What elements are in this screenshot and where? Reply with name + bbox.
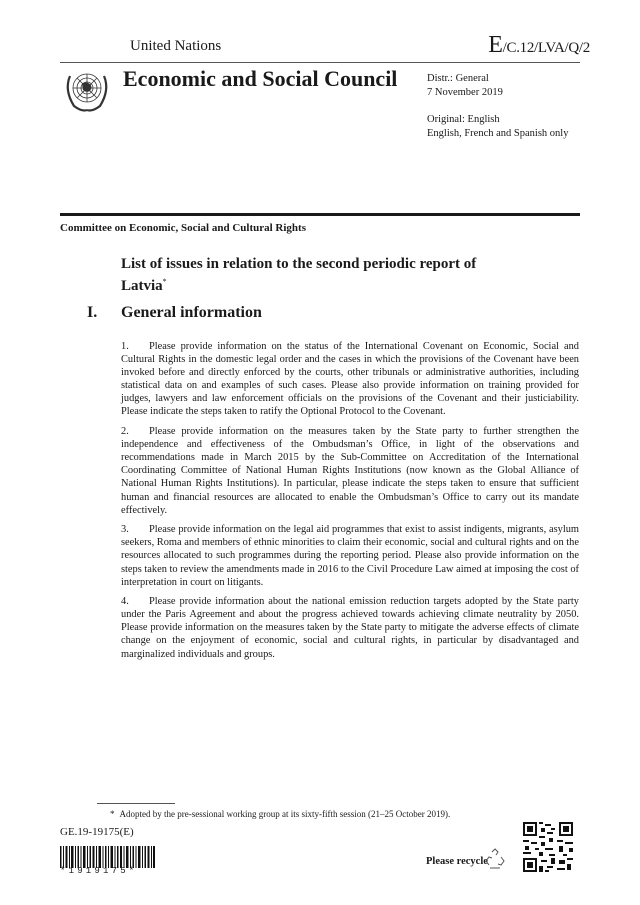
section-heading xyxy=(87,304,262,322)
footnote-rule xyxy=(97,803,175,804)
section-number: I. xyxy=(87,304,98,321)
recycle-icon xyxy=(484,848,506,870)
document-symbol xyxy=(488,32,590,59)
distribution-date: 7 November 2019 xyxy=(427,87,503,98)
paragraph-list xyxy=(121,340,579,667)
footnote xyxy=(110,809,450,819)
title-line-1: List of issues in relation to the second periodic report of xyxy=(121,256,477,272)
title-footnote-marker[interactable]: * xyxy=(162,277,167,286)
council-name: Economic and Social Council xyxy=(123,66,398,91)
paragraph xyxy=(121,425,579,517)
paragraph-text: Please provide information on the status of the International Covenant on Economic, Social and Cultural Rights in the domestic legal order and the cases in which the provisions of the Covenant have been invoked before and directly enforced by the courts, other tribunals or administrative authorities, including statistical data on and examples of such cases. Please also provide information on training provided for judges, lawyers and law enforcement officials on the provisions of the Covenant and their justiciability. Please indicate the steps taken to ratify the Optional Protocol to the Covenant. xyxy=(121,341,579,418)
distribution-type: Distr.: General xyxy=(427,73,489,84)
organization-name: United Nations xyxy=(130,38,222,54)
symbol-rest: /C.12/LVA/Q/2 xyxy=(502,40,590,56)
document-number: GE.19-19175(E) xyxy=(60,826,134,838)
footnote-text: Adopted by the pre-sessional working group at its sixty-fifth session (21–25 October 2019). xyxy=(119,809,451,819)
heavy-rule xyxy=(60,213,580,216)
paragraph xyxy=(121,340,579,419)
distribution-block xyxy=(427,72,568,141)
paragraph-text: Please provide information on the measures taken by the State party to further strengthen the independence and effectiveness of the Ombudsman’s Office, in light of the observations and recommendations made in March 2015 by the Sub-Committee on Accreditation of the International Coordinating Committee of National Human Rights Institutions (now known as the Global Alliance of National Human Rights Institutions). In particular, please indicate the steps taken to ensure that sufficient human and financial resources are allocated to enable the Ombudsman’s Office to carry out its mandate effectively. xyxy=(121,426,579,516)
paragraph-text: Please provide information on the legal aid programmes that exist to assist indigents, migrants, asylum seekers, Roma and members of ethnic minorities to claim their economic, social and cultural rights and on the resources allocated to such programmes during the reporting period. Please also provide information on the steps taken to review the amendments made in 2016 to the Civil Procedure Law aimed at imposing the cost of interpretation in court on litigants. xyxy=(121,524,579,588)
document-title xyxy=(121,256,541,295)
footnote-marker: * xyxy=(110,809,115,819)
paragraph-number: 1. xyxy=(121,341,129,352)
qr-code-icon[interactable] xyxy=(523,822,573,872)
title-line-2: Latvia xyxy=(121,278,163,294)
paragraph xyxy=(121,523,579,588)
paragraph-number: 3. xyxy=(121,524,129,536)
symbol-prefix: E xyxy=(488,32,503,58)
paragraph xyxy=(121,595,579,660)
barcode-icon xyxy=(60,846,155,868)
committee-name: Committee on Economic, Social and Cultural Rights xyxy=(60,222,306,234)
paragraph-text: Please provide information about the national emission reduction targets adopted by the State party under the Paris Agreement and about the progress achieved towards achieving climate neutrality by 2050. Please provide information on the measures taken by the State party to mitigate the adverse effects of climate change on the enjoyment of economic, social and cultural rights, in particular by disadvantaged and marginalized individuals and groups. xyxy=(121,596,579,660)
recycle-label: Please recycle xyxy=(426,856,488,867)
header-rule xyxy=(60,62,580,63)
barcode-digits: *1919175* xyxy=(60,866,138,876)
original-language: Original: English xyxy=(427,114,500,125)
paragraph-number: 2. xyxy=(121,426,129,438)
available-languages: English, French and Spanish only xyxy=(427,128,569,139)
un-emblem-icon xyxy=(62,66,112,114)
section-title: General information xyxy=(121,304,262,321)
paragraph-number: 4. xyxy=(121,596,129,608)
